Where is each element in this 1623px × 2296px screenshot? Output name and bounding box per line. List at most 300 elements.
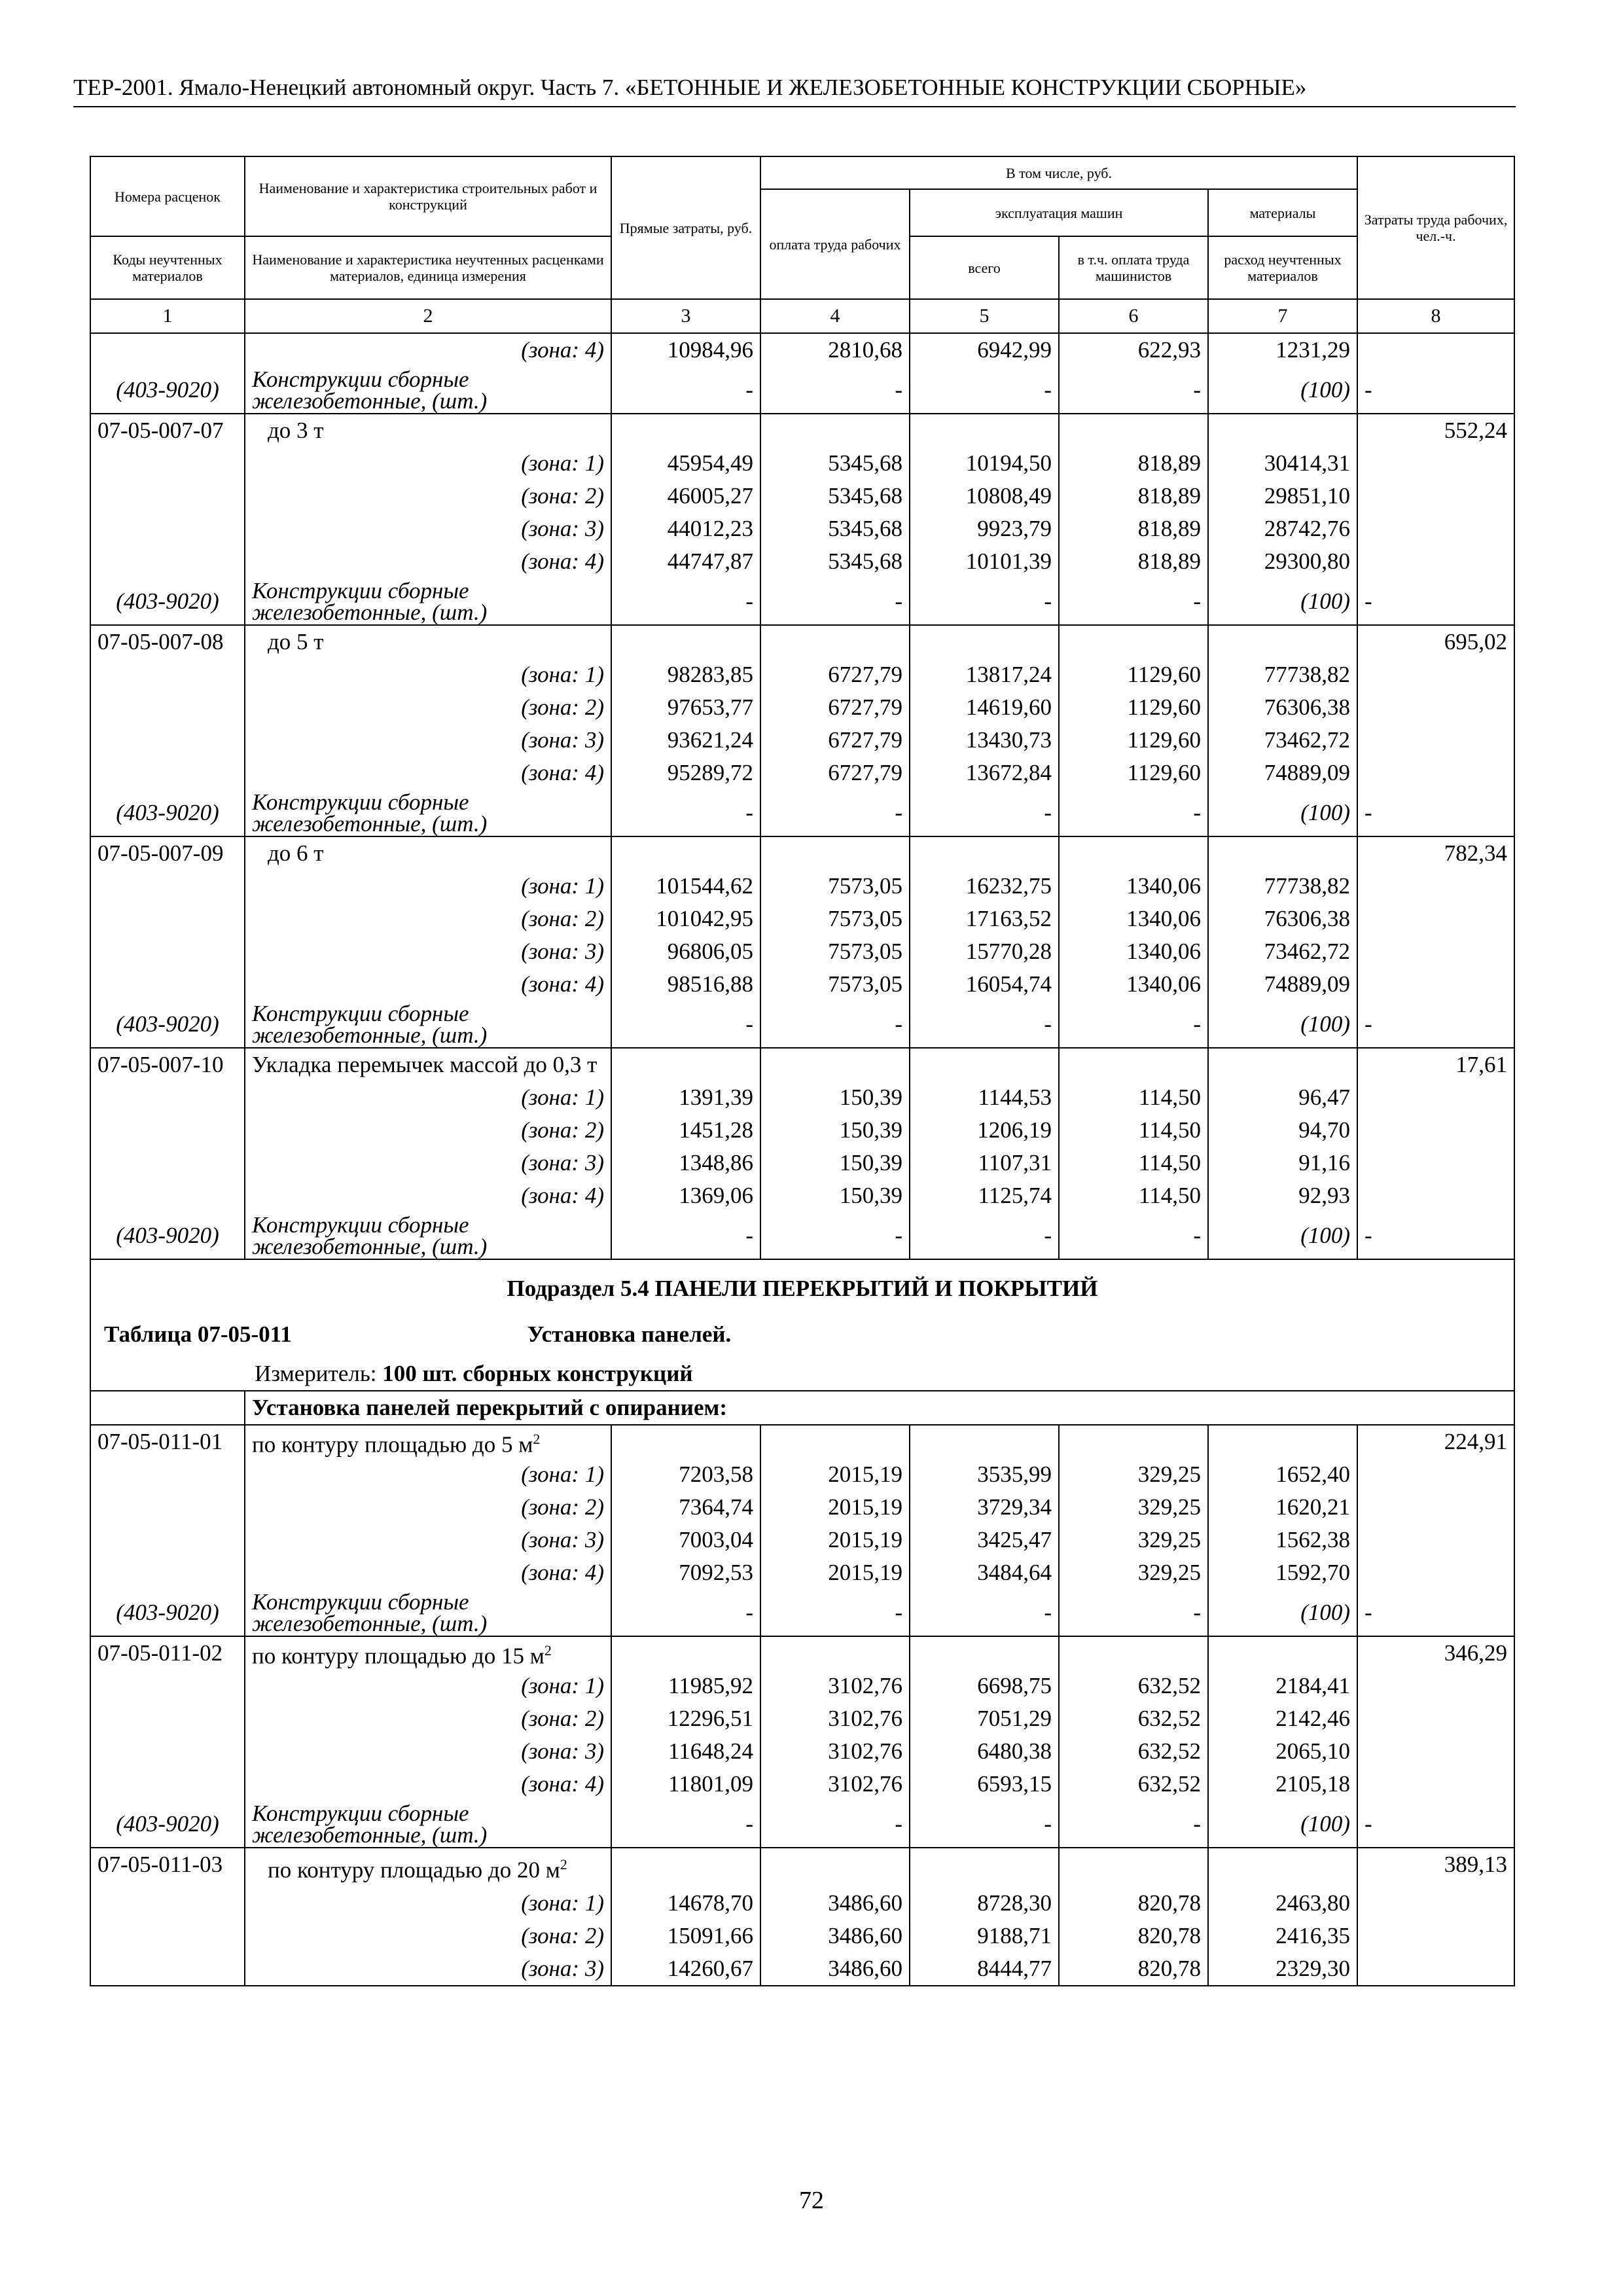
labor-empty (1357, 935, 1514, 968)
work-name: по контуру площадью до 20 $м^2$ (245, 1848, 611, 1887)
machines-value: 7051,29 (910, 1702, 1059, 1735)
material-row (90, 1212, 1514, 1259)
subheading: Установка панелей перекрытий с опиранием: (245, 1391, 1514, 1425)
rate-code-empty (90, 691, 245, 724)
labor-value: 346,29 (1357, 1636, 1514, 1670)
machinist-wages-value: 329,25 (1059, 1458, 1208, 1491)
direct-costs-value: 101042,95 (611, 903, 760, 935)
labor-empty (1357, 1081, 1514, 1114)
machinist-wages-value: 1129,60 (1059, 691, 1208, 724)
work-name: до 5 т (245, 625, 611, 658)
materials-value: 74889,09 (1208, 757, 1357, 789)
materials-value: 2142,46 (1208, 1702, 1357, 1735)
column-number: 1 (90, 299, 245, 333)
page-header: ТЕР-2001. Ямало-Ненецкий автономный округ. Часть 7. «БЕТОННЫЕ И ЖЕЛЕЗОБЕТОННЫЕ КОНСТРУКЦИИ СБОРНЫЕ» (73, 73, 1516, 107)
machinist-wages-value: 1340,06 (1059, 935, 1208, 968)
machines-value: 3484,64 (910, 1556, 1059, 1589)
labor-empty (1357, 1887, 1514, 1920)
empty (760, 625, 910, 658)
empty (1208, 1636, 1357, 1670)
dash-value: - (611, 1801, 760, 1848)
wages-value: 2015,19 (760, 1458, 910, 1491)
materials-value: 1652,40 (1208, 1458, 1357, 1491)
machines-value: 13672,84 (910, 757, 1059, 789)
direct-costs-value: 1369,06 (611, 1179, 760, 1212)
column-number: 2 (245, 299, 611, 333)
dash-value: - (760, 1801, 910, 1848)
wages-value: 2015,19 (760, 1524, 910, 1556)
materials-value: 96,47 (1208, 1081, 1357, 1114)
zone-row (90, 968, 1514, 1001)
wages-value: 5345,68 (760, 512, 910, 545)
rate-code-empty (90, 1670, 245, 1702)
dash-value: - (910, 1801, 1059, 1848)
direct-costs-value: 11648,24 (611, 1735, 760, 1768)
machinist-wages-value: 329,25 (1059, 1491, 1208, 1524)
dash-value: - (1357, 1801, 1514, 1848)
wages-value: 5345,68 (760, 480, 910, 512)
rate-code-empty (90, 903, 245, 935)
machines-value: 8728,30 (910, 1887, 1059, 1920)
material-usage-value: (100) (1208, 1001, 1357, 1048)
material-row (90, 789, 1514, 836)
direct-costs-value: 44012,23 (611, 512, 760, 545)
machines-value: 16054,74 (910, 968, 1059, 1001)
dash-value: - (611, 1212, 760, 1259)
material-row (90, 1801, 1514, 1848)
rate-code: 07-05-011-02 (90, 1636, 245, 1670)
zone-label: (зона: 2) (245, 1114, 611, 1147)
zone-row (90, 724, 1514, 757)
column-number: 8 (1357, 299, 1514, 333)
machinist-wages-value: 1129,60 (1059, 658, 1208, 691)
empty (1208, 414, 1357, 447)
zone-label: (зона: 2) (245, 480, 611, 512)
rate-code-empty (90, 1524, 245, 1556)
machines-value: 3425,47 (910, 1524, 1059, 1556)
rate-code: 07-05-007-09 (90, 836, 245, 870)
materials-value: 2065,10 (1208, 1735, 1357, 1768)
rate-code-empty (90, 333, 245, 367)
direct-costs-value: 10984,96 (611, 333, 760, 367)
wages-value: 3486,60 (760, 1952, 910, 1986)
labor-empty (1357, 1524, 1514, 1556)
zone-row (90, 1491, 1514, 1524)
dash-value: - (910, 578, 1059, 625)
machinist-wages-value: 114,50 (1059, 1179, 1208, 1212)
material-name: Конструкции сборные железобетонные, (шт.) (245, 367, 611, 414)
materials-value: 1231,29 (1208, 333, 1357, 367)
empty (611, 414, 760, 447)
empty (1208, 1425, 1357, 1458)
direct-costs-value: 7203,58 (611, 1458, 760, 1491)
wages-value: 2015,19 (760, 1491, 910, 1524)
material-row (90, 1001, 1514, 1048)
material-usage-value: (100) (1208, 367, 1357, 414)
direct-costs-value: 95289,72 (611, 757, 760, 789)
empty (910, 1848, 1059, 1887)
direct-costs-value: 7003,04 (611, 1524, 760, 1556)
dash-value: - (1059, 1212, 1208, 1259)
zone-label: (зона: 2) (245, 1491, 611, 1524)
material-usage-value: (100) (1208, 578, 1357, 625)
materials-value: 2463,80 (1208, 1887, 1357, 1920)
machinist-wages-value: 820,78 (1059, 1887, 1208, 1920)
dash-value: - (1357, 578, 1514, 625)
dash-value: - (611, 578, 760, 625)
materials-value: 1620,21 (1208, 1491, 1357, 1524)
rate-code: 07-05-007-07 (90, 414, 245, 447)
empty (910, 1425, 1059, 1458)
materials-value: 29851,10 (1208, 480, 1357, 512)
table-number: Таблица 07-05-011 (104, 1321, 292, 1347)
material-usage-value: (100) (1208, 1212, 1357, 1259)
machinist-wages-value: 632,52 (1059, 1670, 1208, 1702)
machines-value: 13817,24 (910, 658, 1059, 691)
machinist-wages-value: 632,52 (1059, 1702, 1208, 1735)
zone-row (90, 480, 1514, 512)
direct-costs-value: 12296,51 (611, 1702, 760, 1735)
zone-row (90, 1887, 1514, 1920)
zone-row (90, 935, 1514, 968)
direct-costs-value: 14260,67 (611, 1952, 760, 1986)
wages-value: 2810,68 (760, 333, 910, 367)
zone-label: (зона: 4) (245, 1179, 611, 1212)
rate-code-empty (90, 545, 245, 578)
zone-label: (зона: 2) (245, 1702, 611, 1735)
direct-costs-value: 14678,70 (611, 1887, 760, 1920)
empty (1208, 836, 1357, 870)
dash-value: - (760, 1001, 910, 1048)
dash-value: - (1059, 578, 1208, 625)
zone-row (90, 1920, 1514, 1952)
rate-row (90, 1048, 1514, 1081)
zone-row (90, 512, 1514, 545)
zone-label: (зона: 3) (245, 512, 611, 545)
material-usage-value: (100) (1208, 789, 1357, 836)
rate-code-empty (90, 447, 245, 480)
wages-value: 2015,19 (760, 1556, 910, 1589)
direct-costs-value: 96806,05 (611, 935, 760, 968)
material-code: (403-9020) (90, 1001, 245, 1048)
direct-costs-value: 44747,87 (611, 545, 760, 578)
zone-row (90, 691, 1514, 724)
materials-value: 1592,70 (1208, 1556, 1357, 1589)
machines-value: 6942,99 (910, 333, 1059, 367)
empty (760, 1425, 910, 1458)
wages-value: 3486,60 (760, 1920, 910, 1952)
machines-value: 16232,75 (910, 870, 1059, 903)
materials-value: 2105,18 (1208, 1768, 1357, 1801)
labor-empty (1357, 1670, 1514, 1702)
zone-label: (зона: 4) (245, 757, 611, 789)
material-usage-value: (100) (1208, 1801, 1357, 1848)
labor-empty (1357, 1147, 1514, 1179)
dash-value: - (611, 789, 760, 836)
dash-value: - (760, 578, 910, 625)
materials-value: 1562,38 (1208, 1524, 1357, 1556)
material-code: (403-9020) (90, 1589, 245, 1636)
rate-code-empty (90, 1952, 245, 1986)
zone-label: (зона: 4) (245, 968, 611, 1001)
header-work-name: Наименование и характеристика строительных работ и конструкций (245, 156, 611, 236)
empty (611, 1048, 760, 1081)
rate-code-empty (90, 757, 245, 789)
rate-code-empty (90, 512, 245, 545)
empty (1208, 1848, 1357, 1887)
machines-value: 1125,74 (910, 1179, 1059, 1212)
empty (1208, 1048, 1357, 1081)
rate-code-empty (90, 1081, 245, 1114)
material-usage-value: (100) (1208, 1589, 1357, 1636)
work-name: Укладка перемычек массой до 0,3 т (245, 1048, 611, 1081)
rate-code-empty (90, 724, 245, 757)
wages-value: 3102,76 (760, 1702, 910, 1735)
zone-label: (зона: 4) (245, 1556, 611, 1589)
material-code: (403-9020) (90, 1212, 245, 1259)
rate-row (90, 836, 1514, 870)
empty (910, 836, 1059, 870)
materials-value: 76306,38 (1208, 903, 1357, 935)
machinist-wages-value: 114,50 (1059, 1147, 1208, 1179)
zone-row (90, 1458, 1514, 1491)
zone-label: (зона: 4) (245, 1768, 611, 1801)
material-code: (403-9020) (90, 789, 245, 836)
header-materials: материалы (1208, 189, 1357, 236)
header-labor-costs: Затраты труда рабочих, чел.-ч. (1357, 156, 1514, 299)
wages-value: 150,39 (760, 1114, 910, 1147)
wages-value: 7573,05 (760, 968, 910, 1001)
materials-value: 2329,30 (1208, 1952, 1357, 1986)
materials-value: 73462,72 (1208, 935, 1357, 968)
machinist-wages-value: 114,50 (1059, 1081, 1208, 1114)
empty (611, 1636, 760, 1670)
material-name: Конструкции сборные железобетонные, (шт.) (245, 1212, 611, 1259)
meter-value: 100 шт. сборных конструкций (382, 1361, 693, 1386)
zone-label: (зона: 1) (245, 1081, 611, 1114)
dash-value: - (760, 789, 910, 836)
dash-value: - (760, 1589, 910, 1636)
header-direct-costs: Прямые затраты, руб. (611, 156, 760, 299)
header-machinist-wages: в т.ч. оплата труда машинистов (1059, 236, 1208, 299)
work-name: до 3 т (245, 414, 611, 447)
section-title-row (90, 1259, 1514, 1312)
machinist-wages-value: 632,52 (1059, 1768, 1208, 1801)
direct-costs-value: 7092,53 (611, 1556, 760, 1589)
empty (910, 1048, 1059, 1081)
labor-empty (1357, 757, 1514, 789)
dash-value: - (910, 789, 1059, 836)
machines-value: 8444,77 (910, 1952, 1059, 1986)
direct-costs-value: 101544,62 (611, 870, 760, 903)
empty (1059, 1048, 1208, 1081)
zone-label: (зона: 3) (245, 1524, 611, 1556)
zone-label: (зона: 2) (245, 1920, 611, 1952)
zone-row (90, 1114, 1514, 1147)
labor-empty (1357, 1491, 1514, 1524)
table-name: Установка панелей. (527, 1321, 732, 1347)
machinist-wages-value: 818,89 (1059, 512, 1208, 545)
labor-empty (1357, 903, 1514, 935)
header-material-usage: расход неучтенных материалов (1208, 236, 1357, 299)
zone-row (90, 1524, 1514, 1556)
dash-value: - (1357, 789, 1514, 836)
wages-value: 3102,76 (760, 1768, 910, 1801)
empty (90, 1391, 245, 1425)
materials-value: 2184,41 (1208, 1670, 1357, 1702)
column-number: 7 (1208, 299, 1357, 333)
dash-value: - (760, 367, 910, 414)
material-name: Конструкции сборные железобетонные, (шт.) (245, 1801, 611, 1848)
labor-empty (1357, 447, 1514, 480)
zone-row (90, 1147, 1514, 1179)
zone-row (90, 1952, 1514, 1986)
wages-value: 7573,05 (760, 870, 910, 903)
material-row (90, 578, 1514, 625)
material-row (90, 1589, 1514, 1636)
rate-code-empty (90, 658, 245, 691)
rate-row (90, 1848, 1514, 1887)
table-meter (90, 1357, 1514, 1391)
table-meter-row (90, 1357, 1514, 1391)
dash-value: - (1059, 789, 1208, 836)
dash-value: - (1357, 1212, 1514, 1259)
empty (1208, 625, 1357, 658)
direct-costs-value: 1348,86 (611, 1147, 760, 1179)
labor-empty (1357, 1920, 1514, 1952)
header-machines-total: всего (910, 236, 1059, 299)
zone-row (90, 1702, 1514, 1735)
dash-value: - (910, 1212, 1059, 1259)
empty (760, 1848, 910, 1887)
zone-row (90, 658, 1514, 691)
machines-value: 14619,60 (910, 691, 1059, 724)
machines-value: 17163,52 (910, 903, 1059, 935)
materials-value: 30414,31 (1208, 447, 1357, 480)
empty (611, 1425, 760, 1458)
dash-value: - (611, 1001, 760, 1048)
rate-code: 07-05-011-01 (90, 1425, 245, 1458)
rates-table (90, 156, 1515, 1986)
dash-value: - (910, 1001, 1059, 1048)
machinist-wages-value: 820,78 (1059, 1952, 1208, 1986)
labor-empty (1357, 1735, 1514, 1768)
labor-empty (1357, 480, 1514, 512)
zone-label: (зона: 1) (245, 1670, 611, 1702)
machinist-wages-value: 1340,06 (1059, 903, 1208, 935)
header-wages: оплата труда рабочих (760, 189, 910, 299)
wages-value: 6727,79 (760, 658, 910, 691)
rate-code-empty (90, 1702, 245, 1735)
header-including: В том числе, руб. (760, 156, 1357, 189)
labor-empty (1357, 1702, 1514, 1735)
empty (1059, 625, 1208, 658)
labor-empty (1357, 1556, 1514, 1589)
wages-value: 5345,68 (760, 545, 910, 578)
rate-code: 07-05-011-03 (90, 1848, 245, 1887)
machinist-wages-value: 114,50 (1059, 1114, 1208, 1147)
rate-code-empty (90, 1114, 245, 1147)
machines-value: 1206,19 (910, 1114, 1059, 1147)
dash-value: - (1357, 367, 1514, 414)
materials-value: 77738,82 (1208, 658, 1357, 691)
machinist-wages-value: 1129,60 (1059, 757, 1208, 789)
labor-empty (1357, 333, 1514, 367)
direct-costs-value: 98516,88 (611, 968, 760, 1001)
dash-value: - (1059, 367, 1208, 414)
zone-label: (зона: 4) (245, 545, 611, 578)
zone-row (90, 903, 1514, 935)
zone-label: (зона: 1) (245, 447, 611, 480)
direct-costs-value: 93621,24 (611, 724, 760, 757)
rate-code-empty (90, 1491, 245, 1524)
material-row (90, 367, 1514, 414)
zone-row (90, 1735, 1514, 1768)
zone-row (90, 870, 1514, 903)
direct-costs-value: 46005,27 (611, 480, 760, 512)
header-material-names: Наименование и характеристика неучтенных расценками материалов, единица измерения (245, 236, 611, 299)
header-rate-number: Номера расценок (90, 156, 245, 236)
dash-value: - (910, 1589, 1059, 1636)
zone-label: (зона: 2) (245, 691, 611, 724)
labor-empty (1357, 968, 1514, 1001)
column-number: 4 (760, 299, 910, 333)
rate-code-empty (90, 1768, 245, 1801)
rate-code: 07-05-007-10 (90, 1048, 245, 1081)
wages-value: 3102,76 (760, 1735, 910, 1768)
labor-value: 695,02 (1357, 625, 1514, 658)
direct-costs-value: 1391,39 (611, 1081, 760, 1114)
dash-value: - (1357, 1589, 1514, 1636)
labor-empty (1357, 1952, 1514, 1986)
labor-empty (1357, 1768, 1514, 1801)
direct-costs-value: 98283,85 (611, 658, 760, 691)
subheading-row (90, 1391, 1514, 1425)
empty (611, 836, 760, 870)
work-name: до 6 т (245, 836, 611, 870)
material-code: (403-9020) (90, 367, 245, 414)
empty (1059, 414, 1208, 447)
page-number: 72 (799, 2187, 824, 2214)
machines-value: 6698,75 (910, 1670, 1059, 1702)
zone-label: (зона: 3) (245, 935, 611, 968)
materials-value: 28742,76 (1208, 512, 1357, 545)
superscript: 2 (560, 1856, 567, 1873)
rate-row (90, 414, 1514, 447)
wages-value: 150,39 (760, 1179, 910, 1212)
labor-empty (1357, 512, 1514, 545)
material-name: Конструкции сборные железобетонные, (шт.) (245, 789, 611, 836)
header-machines: эксплуатация машин (910, 189, 1208, 236)
labor-empty (1357, 870, 1514, 903)
zone-row (90, 447, 1514, 480)
materials-value: 94,70 (1208, 1114, 1357, 1147)
machines-value: 9188,71 (910, 1920, 1059, 1952)
labor-empty (1357, 1458, 1514, 1491)
superscript: 2 (544, 1641, 552, 1659)
material-name: Конструкции сборные железобетонные, (шт.) (245, 1589, 611, 1636)
rate-row (90, 1636, 1514, 1670)
zone-row (90, 1179, 1514, 1212)
machinist-wages-value: 1129,60 (1059, 724, 1208, 757)
section-title: Подраздел 5.4 ПАНЕЛИ ПЕРЕКРЫТИЙ И ПОКРЫТИЙ (90, 1259, 1514, 1312)
labor-value: 552,24 (1357, 414, 1514, 447)
direct-costs-value: 1451,28 (611, 1114, 760, 1147)
machinist-wages-value: 329,25 (1059, 1556, 1208, 1589)
zone-label: (зона: 3) (245, 1735, 611, 1768)
empty (1059, 836, 1208, 870)
empty (760, 1048, 910, 1081)
